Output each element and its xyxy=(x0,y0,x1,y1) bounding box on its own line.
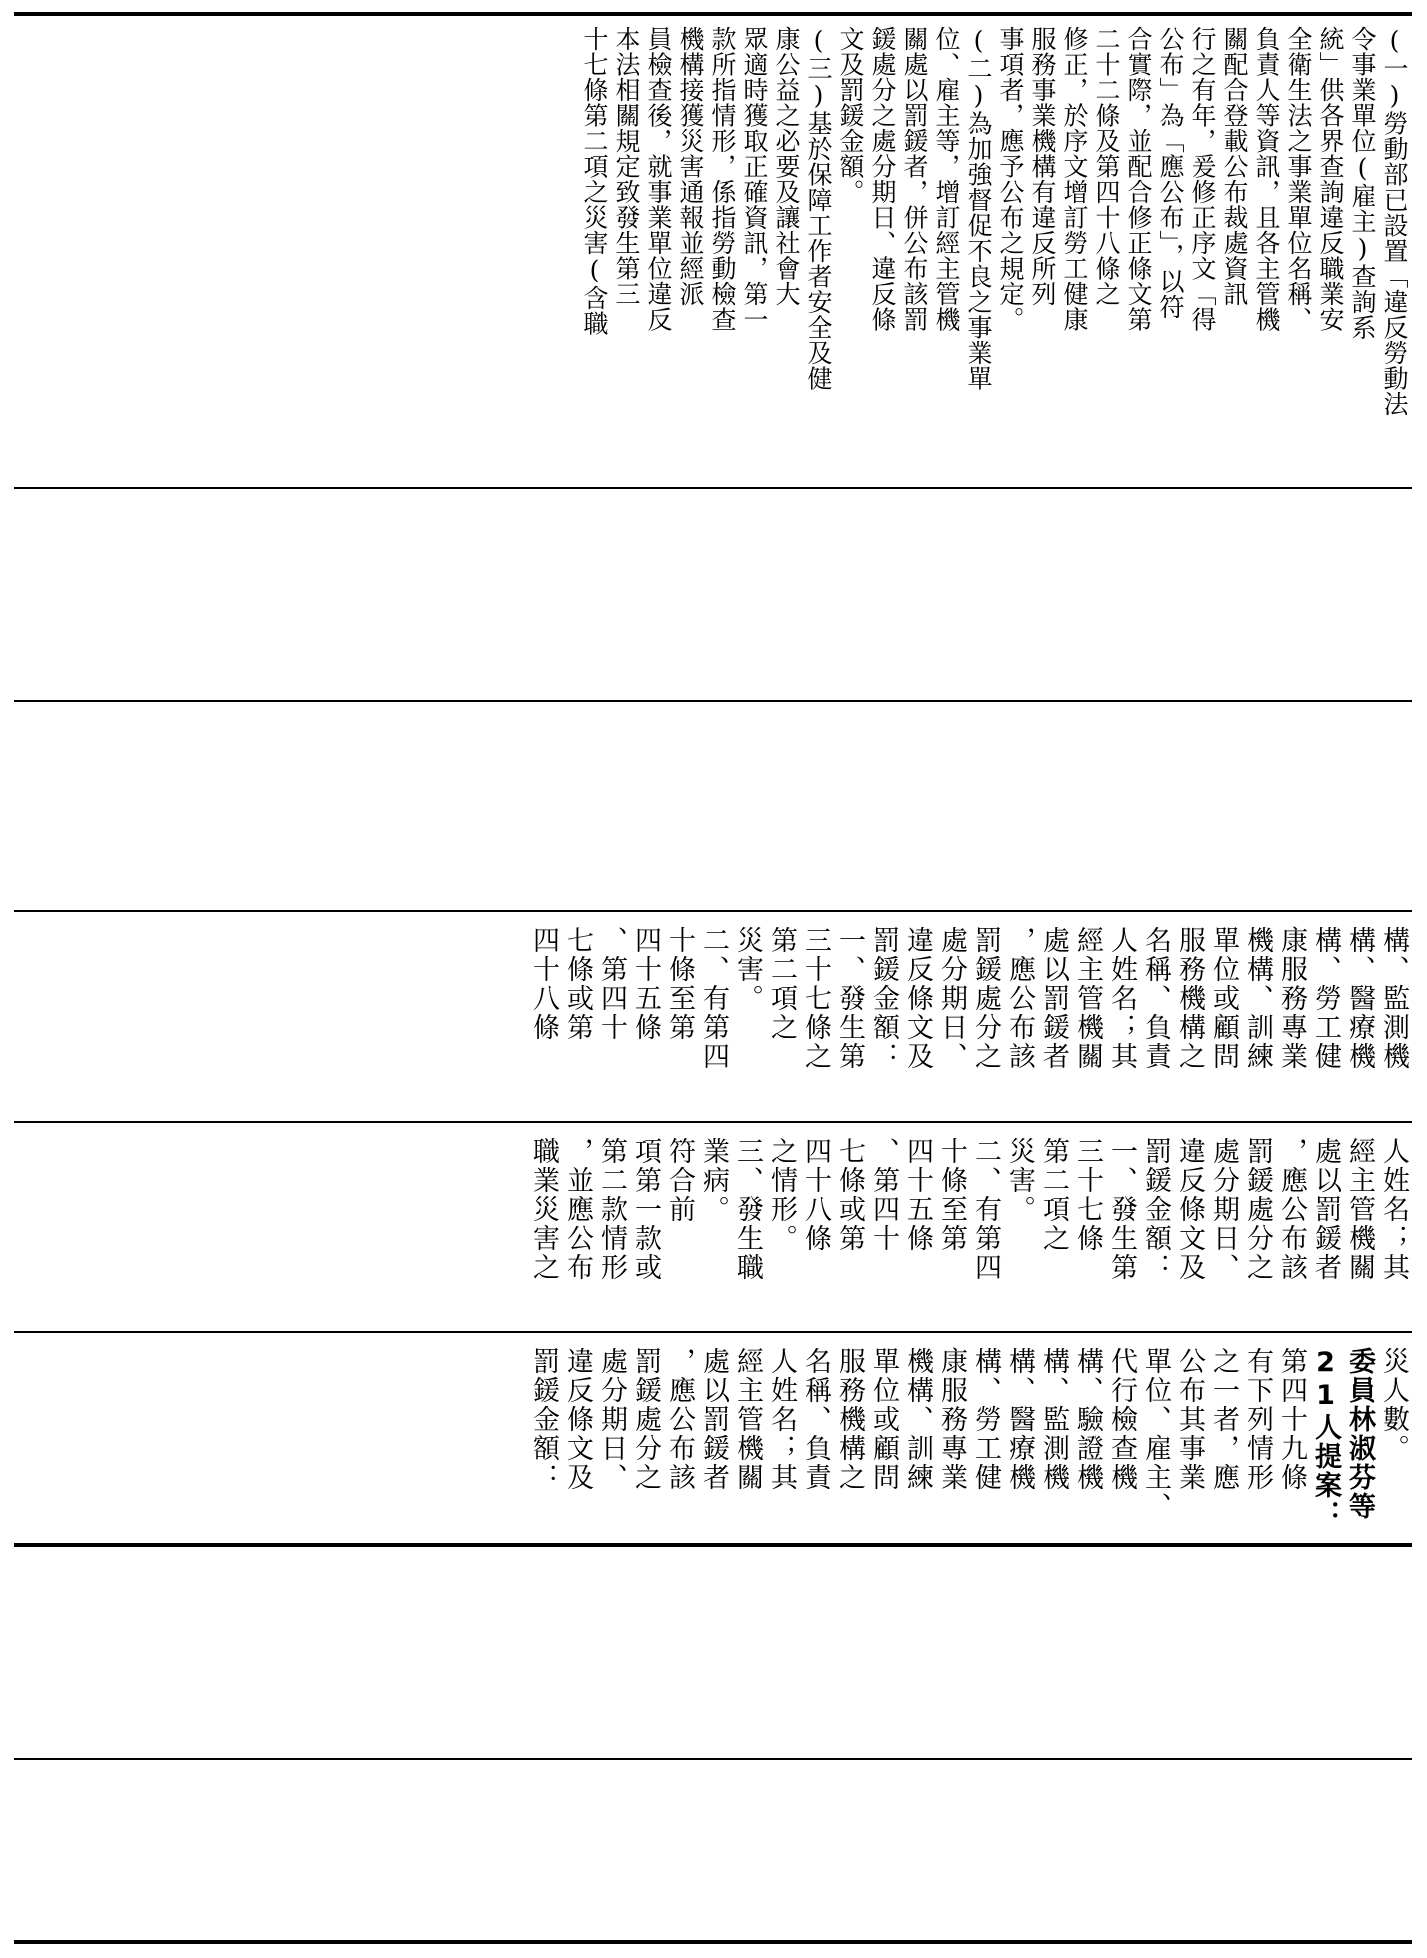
text-column: 單位或顧問 xyxy=(868,1347,899,1492)
text-column: 構、醫療機 xyxy=(1344,926,1375,1071)
text-column: 機構、訓練 xyxy=(902,1347,933,1492)
text-column: 服務事業機構有違反所列 xyxy=(1028,26,1057,307)
text-column: 處以罰鍰者 xyxy=(1310,1137,1341,1282)
text-column: ，並應公布 xyxy=(562,1137,593,1282)
text-column: 本法相關規定致發生第三 xyxy=(612,26,641,307)
top-border-rule xyxy=(14,12,1412,16)
text-column: 三、發生職 xyxy=(732,1137,763,1282)
text-column: 二、有第四 xyxy=(698,926,729,1071)
text-column: 處分期日、 xyxy=(596,1347,627,1492)
text-column: 災害。 xyxy=(1004,1137,1035,1224)
text-column: 機構接獲災害通報並經派 xyxy=(676,26,705,307)
text-column: 十條至第 xyxy=(936,1137,967,1253)
text-column: 四十五條 xyxy=(630,926,661,1042)
text-column: 構、驗證機 xyxy=(1072,1347,1103,1492)
text-column: 人姓名；其 xyxy=(766,1347,797,1492)
text-column: 有下列情形 xyxy=(1242,1347,1273,1492)
text-column: 一、發生第 xyxy=(1106,1137,1137,1282)
divider-rule-3 xyxy=(14,910,1412,912)
text-column: 名稱、負責 xyxy=(800,1347,831,1492)
text-column: 款所指情形，係指勞動檢查 xyxy=(708,26,737,332)
text-column: 二、有第四 xyxy=(970,1137,1001,1282)
text-column: 罰鍰金額： xyxy=(1140,1137,1171,1282)
divider-rule-6 xyxy=(14,1543,1412,1547)
text-column: 機構、訓練 xyxy=(1242,926,1273,1071)
text-column: 災人數。 xyxy=(1378,1347,1409,1463)
text-column: 符合前 xyxy=(664,1137,695,1224)
text-column: 、第四十 xyxy=(596,926,627,1042)
text-column: 關處以罰鍰者，併公布該罰 xyxy=(900,26,929,332)
bottom-middle-block xyxy=(17,1137,1407,1329)
text-column: 負責人等資訊，且各主管機 xyxy=(1252,26,1281,332)
text-column: 康服務專業 xyxy=(936,1347,967,1492)
text-column: ，應公布該 xyxy=(664,1347,695,1492)
text-column: 公布」為「應公布」，以符 xyxy=(1156,26,1185,320)
text-column: 罰鍰處分之 xyxy=(1242,1137,1273,1282)
text-column: 違反條文及 xyxy=(562,1347,593,1492)
proposal-label: 21人提案： xyxy=(1310,1347,1341,1529)
text-column: 四十五條 xyxy=(902,1137,933,1253)
text-column: 經主管機關 xyxy=(1344,1137,1375,1282)
text-column: 修正，於序文增訂勞工健康 xyxy=(1060,26,1089,332)
text-column: 十七條第二項之災害(含職 xyxy=(580,26,609,336)
text-column: 構、監測機 xyxy=(1378,926,1409,1071)
divider-rule-4 xyxy=(14,1121,1412,1123)
text-column: 構、勞工健 xyxy=(1310,926,1341,1071)
text-column: 名稱、負責 xyxy=(1140,926,1171,1071)
text-column: 令事業單位(雇主)查詢系 xyxy=(1348,26,1377,340)
text-column: 災害。 xyxy=(732,926,763,1013)
text-column: 七條或第 xyxy=(562,926,593,1042)
text-column: 經主管機關 xyxy=(1072,926,1103,1071)
text-column: 四十八條 xyxy=(528,926,559,1042)
text-column: ，應公布該 xyxy=(1276,1137,1307,1282)
text-column: 一、發生第 xyxy=(834,926,865,1071)
text-column: 七條或第 xyxy=(834,1137,865,1253)
text-column: 員檢查後，就事業單位違反 xyxy=(644,26,673,332)
text-column: 經主管機關 xyxy=(732,1347,763,1492)
text-column: 罰鍰處分之 xyxy=(970,926,1001,1071)
text-column: 罰鍰金額： xyxy=(528,1347,559,1492)
divider-rule-5 xyxy=(14,1331,1412,1333)
bottom-left-block xyxy=(17,926,1407,1119)
text-column: 單位、雇主、 xyxy=(1140,1347,1171,1521)
text-column: 之一者，應 xyxy=(1208,1347,1239,1492)
text-column: (一)勞動部已設置「違反勞動法 xyxy=(1380,26,1409,417)
text-column: 二十二條及第四十八條之 xyxy=(1092,26,1121,307)
text-column: 構、勞工健 xyxy=(970,1347,1001,1492)
text-column: 事項者，應予公布之規定。 xyxy=(996,26,1025,332)
text-column: 違反條文及 xyxy=(902,926,933,1071)
text-column: 代行檢查機 xyxy=(1106,1347,1137,1492)
bottom-border-rule xyxy=(14,1940,1412,1944)
divider-rule-1 xyxy=(14,487,1412,489)
bottom-right-block xyxy=(17,1347,1407,1541)
text-column: 違反條文及 xyxy=(1174,1137,1205,1282)
text-column: 鍰處分之處分期日、違反條 xyxy=(868,26,897,332)
text-column: 項第一款或 xyxy=(630,1137,661,1282)
text-column: 四十八條 xyxy=(800,1137,831,1253)
text-column: 第二款情形 xyxy=(596,1137,627,1282)
text-column: 第二項之 xyxy=(1038,1137,1069,1253)
text-column: 第二項之 xyxy=(766,926,797,1042)
text-column: 之情形。 xyxy=(766,1137,797,1253)
text-column: 服務機構之 xyxy=(834,1347,865,1492)
text-column: 人姓名；其 xyxy=(1106,926,1137,1071)
text-column: 處以罰鍰者 xyxy=(698,1347,729,1492)
article-number: 第四十九條 xyxy=(1276,1347,1307,1492)
text-column: 處分期日、 xyxy=(936,926,967,1071)
text-column: 服務機構之 xyxy=(1174,926,1205,1071)
text-column: 業病。 xyxy=(698,1137,729,1224)
proposer-heading: 委員林淑芬等 xyxy=(1344,1347,1375,1521)
text-column: 康公益之必要及讓社會大 xyxy=(772,26,801,307)
text-column: 全衛生法之事業單位名稱、 xyxy=(1284,26,1313,332)
text-column: 三十七條 xyxy=(1072,1137,1103,1253)
text-column: 公布其事業 xyxy=(1174,1347,1205,1492)
text-column: ，應公布該 xyxy=(1004,926,1035,1071)
text-column: 十條至第 xyxy=(664,926,695,1042)
text-column: 單位或顧問 xyxy=(1208,926,1239,1071)
text-column: 構、監測機 xyxy=(1038,1347,1069,1492)
text-column: 人姓名；其 xyxy=(1378,1137,1409,1282)
text-column: 文及罰鍰金額。 xyxy=(836,26,865,205)
text-column: 眾適時獲取正確資訊，第一 xyxy=(740,26,769,332)
text-column: (二)為加強督促不良之事業單 xyxy=(964,26,993,391)
text-column: 構、醫療機 xyxy=(1004,1347,1035,1492)
text-column: 統」供各界查詢違反職業安 xyxy=(1316,26,1345,332)
text-column: 罰鍰處分之 xyxy=(630,1347,661,1492)
text-column: 合實際，並配合修正條文第 xyxy=(1124,26,1153,332)
text-column: 行之有年，爰修正序文「得 xyxy=(1188,26,1217,332)
divider-rule-7 xyxy=(14,1758,1412,1760)
text-column: 處以罰鍰者 xyxy=(1038,926,1069,1071)
text-column: 處分期日、 xyxy=(1208,1137,1239,1282)
text-column: 關配合登載公布裁處資訊 xyxy=(1220,26,1249,307)
top-explanation-block xyxy=(17,26,1407,486)
text-column: 罰鍰金額： xyxy=(868,926,899,1071)
text-column: 三十七條之 xyxy=(800,926,831,1071)
text-column: (三)基於保障工作者安全及健 xyxy=(804,26,833,391)
text-column: 康服務專業 xyxy=(1276,926,1307,1071)
text-column: 位、雇主等，增訂經主管機 xyxy=(932,26,961,332)
text-column: 、第四十 xyxy=(868,1137,899,1253)
text-column: 職業災害之 xyxy=(528,1137,559,1282)
divider-rule-2 xyxy=(14,700,1412,702)
